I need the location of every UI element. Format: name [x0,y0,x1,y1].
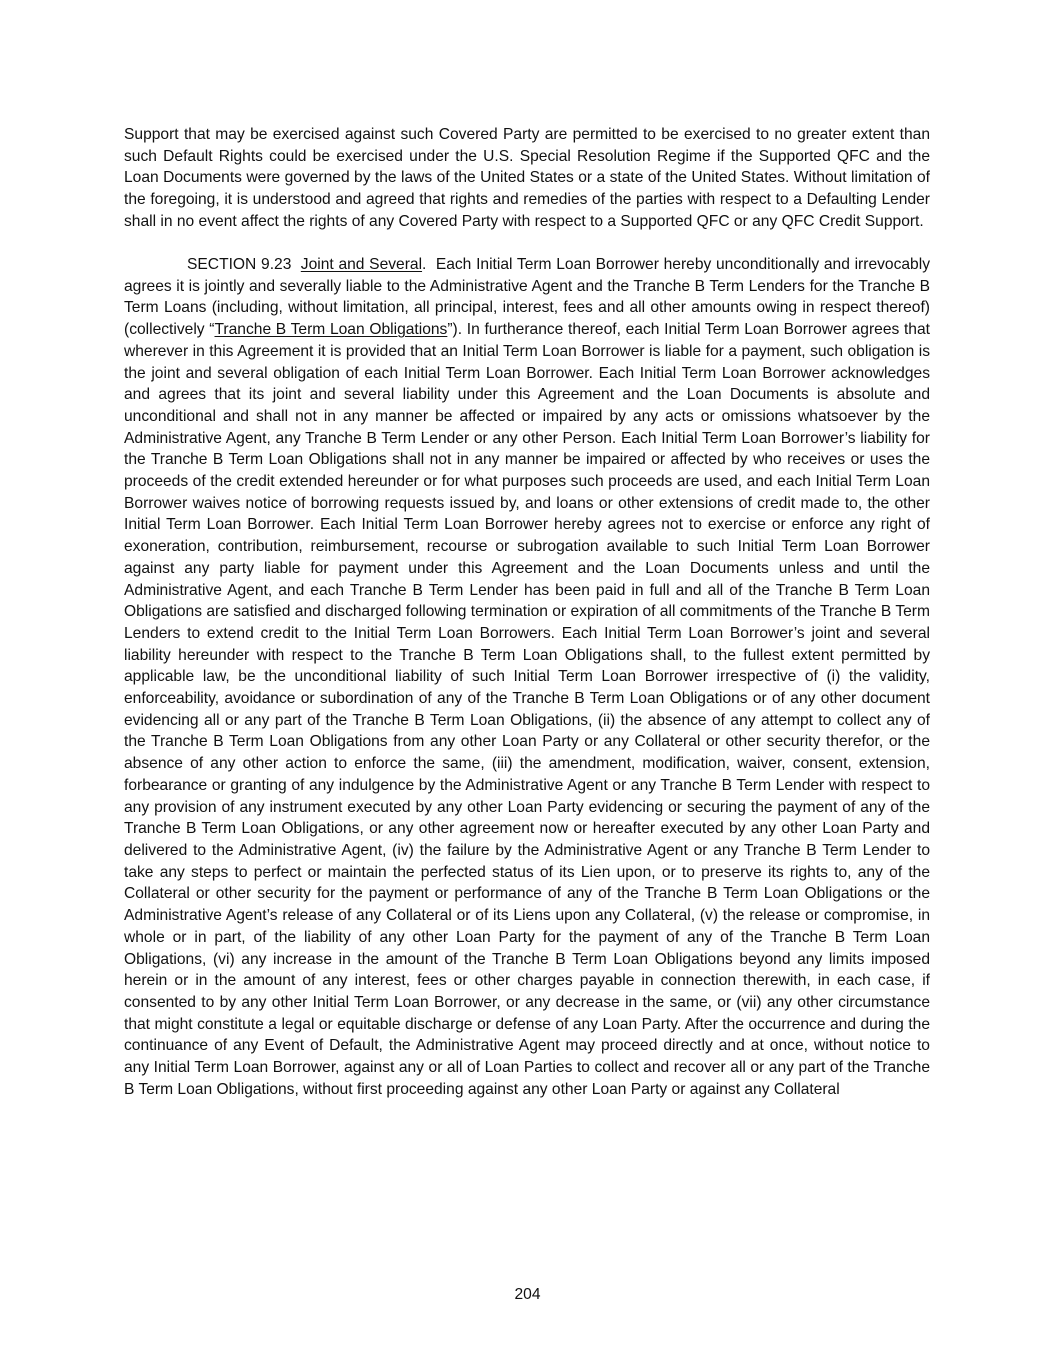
continued-paragraph: Support that may be exercised against such Covered Party are permitted to be exercised to no greater extent than such Default Rights could be exercised under the U.S. Special Resolution Regime if the Supported QFC and the Loan Documents were governed by the laws of the United States or a state of the United States. Without limitation of the foregoing, it is understood and agreed that rights and remedies of the parties with respect to a Defaulting Lender shall in no event affect the rights of any Covered Party with respect to a Supported QFC or any QFC Credit Support. [124,126,930,230]
section-text-part-2: ”). In furtherance thereof, each Initial Term Loan Borrower agrees that wherever in this Agreement it is provided that an Initial Term Loan Borrower is liable for a payment, such obligation is the joint and several obligation of each Initial Term Loan Borrower. Each Initial Term Loan Borrower acknowledges and agrees that its joint and several liability under this Agreement and the Loan Documents is absolute and unconditional and shall not in any manner be affected or impaired by any acts or omissions whatsoever by the Administrative Agent, any Tranche B Term Lender or any other Person. Each Initial Term Loan Borrower’s liability for the Tranche B Term Loan Obligations shall not in any manner be impaired or affected by who receives or uses the proceeds of the credit extended hereunder or for what purposes such proceeds are used, and each Initial Term Loan Borrower waives notice of borrowing requests issued by, and loans or other extensions of credit made to, the other Initial Term Loan Borrower. Each Initial Term Loan Borrower hereby agrees not to exercise or enforce any right of exoneration, contribution, reimbursement, recourse or subrogation available to such Initial Term Loan Borrower against any party liable for payment under this Agreement and the Loan Documents unless and until the Administrative Agent, and each Tranche B Term Lender has been paid in full and all of the Tranche B Term Loan Obligations are satisfied and discharged following termination or expiration of all commitments of the Tranche B Term Lenders to extend credit to the Initial Term Loan Borrowers. Each Initial Term Loan Borrower’s joint and several liability hereunder with respect to the Tranche B Term Loan Obligations shall, to the fullest extent permitted by applicable law, be the unconditional liability of such Initial Term Loan Borrower irrespective of (i) the validity, enforceability, avoidance or subordination of any of the Tranche B Term Loan Obligations or of any other document evidencing all or any part of the Tranche B Term Loan Obligations, (ii) the absence of any attempt to collect any of the Tranche B Term Loan Obligations from any other Loan Party or any Collateral or other security therefor, or the absence of any other action to enforce the same, (iii) the amendment, modification, waiver, consent, extension, forbearance or granting of any indulgence by the Administrative Agent or any Tranche B Term Lender with respect to any provision of any instrument executed by any other Loan Party evidencing or securing the payment of any of the Tranche B Term Loan Obligations, or any other agreement now or hereafter executed by any other Loan Party and delivered to the Administrative Agent, (iv) the failure by the Administrative Agent or any Tranche B Term Lender to take any steps to perfect or maintain the perfected status of its Lien upon, or to preserve its rights to, any of the Collateral or other security for the payment or performance of any of the Tranche B Term Loan Obligations or the Administrative Agent’s release of any Collateral or of its Liens upon any Collateral, (v) the release or compromise, in whole or in part, of the liability of any other Loan Party for the payment of any of the Tranche B Term Loan Obligations, (vi) any increase in the amount of the Tranche B Term Loan Obligations beyond any limits imposed herein or in the amount of any interest, fees or other charges payable in connection therewith, in each case, if consented to by any other Initial Term Loan Borrower, or any decrease in the same, or (vii) any other circumstance that might constitute a legal or equitable discharge or defense of any Loan Party. After the occurrence and during the continuance of any Event of Default, the Administrative Agent may proceed directly and at once, without notice to any Initial Term Loan Borrower, against any or all of Loan Parties to collect and recover all or any part of the Tranche B Term Loan Obligations, without first proceeding against any other Loan Party or against any Collateral [124,321,930,1098]
defined-term: Tranche B Term Loan Obligations [214,321,448,339]
section-9-23-paragraph [124,254,930,1100]
page-number: 204 [514,1286,541,1303]
section-text-part-1: Each Initial Term Loan Borrower hereby unconditionally and irrevocably agrees it is jointly and severally liable to the Administrative Agent and the Tranche B Term Lenders for the Tranche B Term Loans (including, without limitation, all principal, interest, fees and all other amounts owing in respect thereof) (collectively “ [124,256,930,339]
section-heading: Joint and Several [300,256,423,274]
section-number: SECTION 9.23 [187,256,292,274]
document-body [124,124,930,1100]
section-heading-punctuation: . [422,256,427,274]
